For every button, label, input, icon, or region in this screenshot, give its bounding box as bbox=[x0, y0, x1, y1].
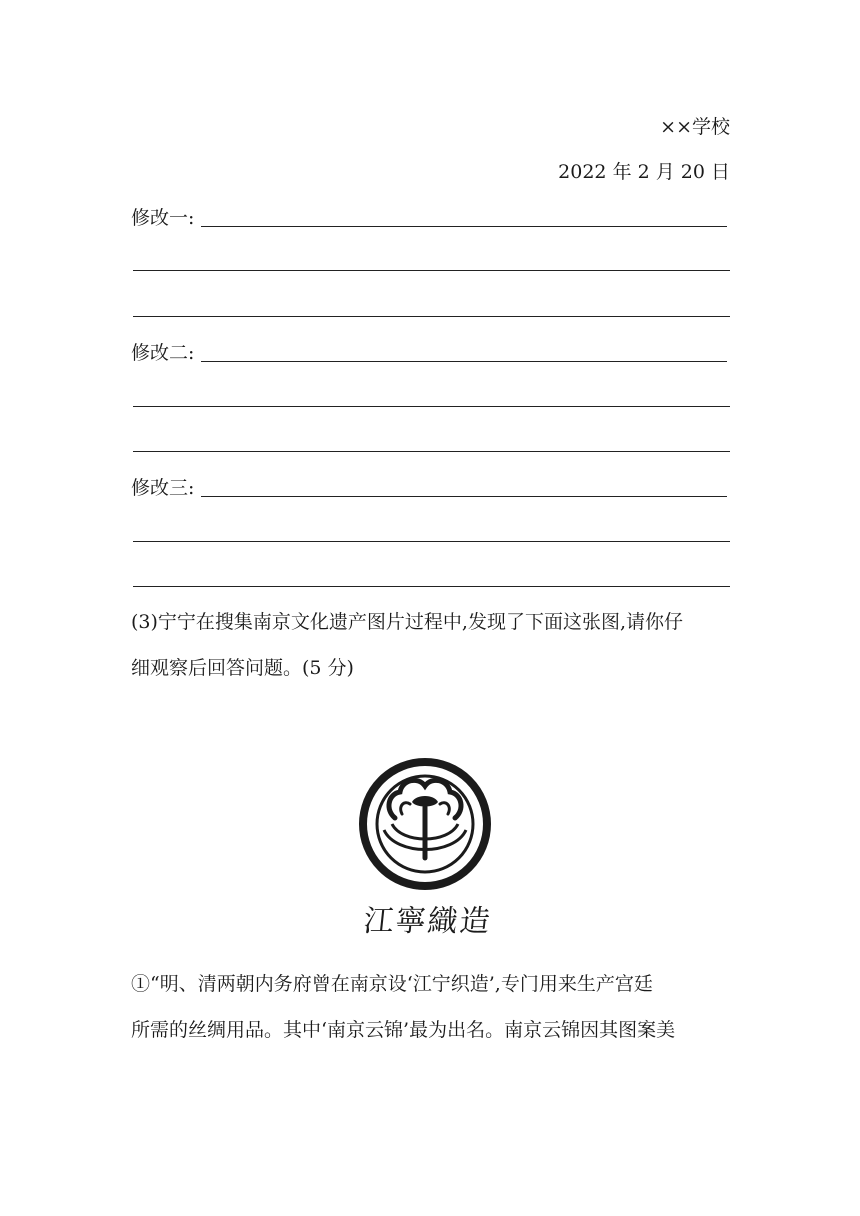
revision-2-answer-line[interactable] bbox=[201, 361, 727, 362]
question-3-line-1: (3)宁宁在搜集南京文化遗产图片过程中,发现了下面这张图,请你仔 bbox=[131, 611, 683, 633]
question-3-line-2: 细观察后回答问题。(5 分) bbox=[131, 657, 354, 679]
jiangning-weaving-logo bbox=[340, 758, 510, 938]
revision-3-answer-line[interactable] bbox=[133, 541, 730, 542]
letter-date: 2022 年 2 月 20 日 bbox=[558, 161, 730, 183]
revision-1-answer-line[interactable] bbox=[133, 316, 730, 317]
item-1-line-2: 所需的丝绸用品。其中‘南京云锦’最为出名。南京云锦因其图案美 bbox=[131, 1019, 676, 1041]
revision-1-answer-line[interactable] bbox=[133, 270, 730, 271]
revision-2-answer-line[interactable] bbox=[133, 406, 730, 407]
revision-3-answer-line[interactable] bbox=[133, 586, 730, 587]
revision-3-label: 修改三: bbox=[131, 477, 195, 499]
revision-3-answer-line[interactable] bbox=[201, 496, 727, 497]
logo-caption: 江寧織造 bbox=[361, 904, 494, 939]
revision-2-answer-line[interactable] bbox=[133, 451, 730, 452]
revision-2-label: 修改二: bbox=[131, 342, 195, 364]
revision-1-answer-line[interactable] bbox=[201, 226, 727, 227]
item-1-line-1: ①“明、清两朝内务府曾在南京设‘江宁织造’,专门用来生产宫廷 bbox=[131, 973, 653, 995]
school-signature: ××学校 bbox=[660, 116, 730, 138]
revision-1-label: 修改一: bbox=[131, 207, 195, 229]
